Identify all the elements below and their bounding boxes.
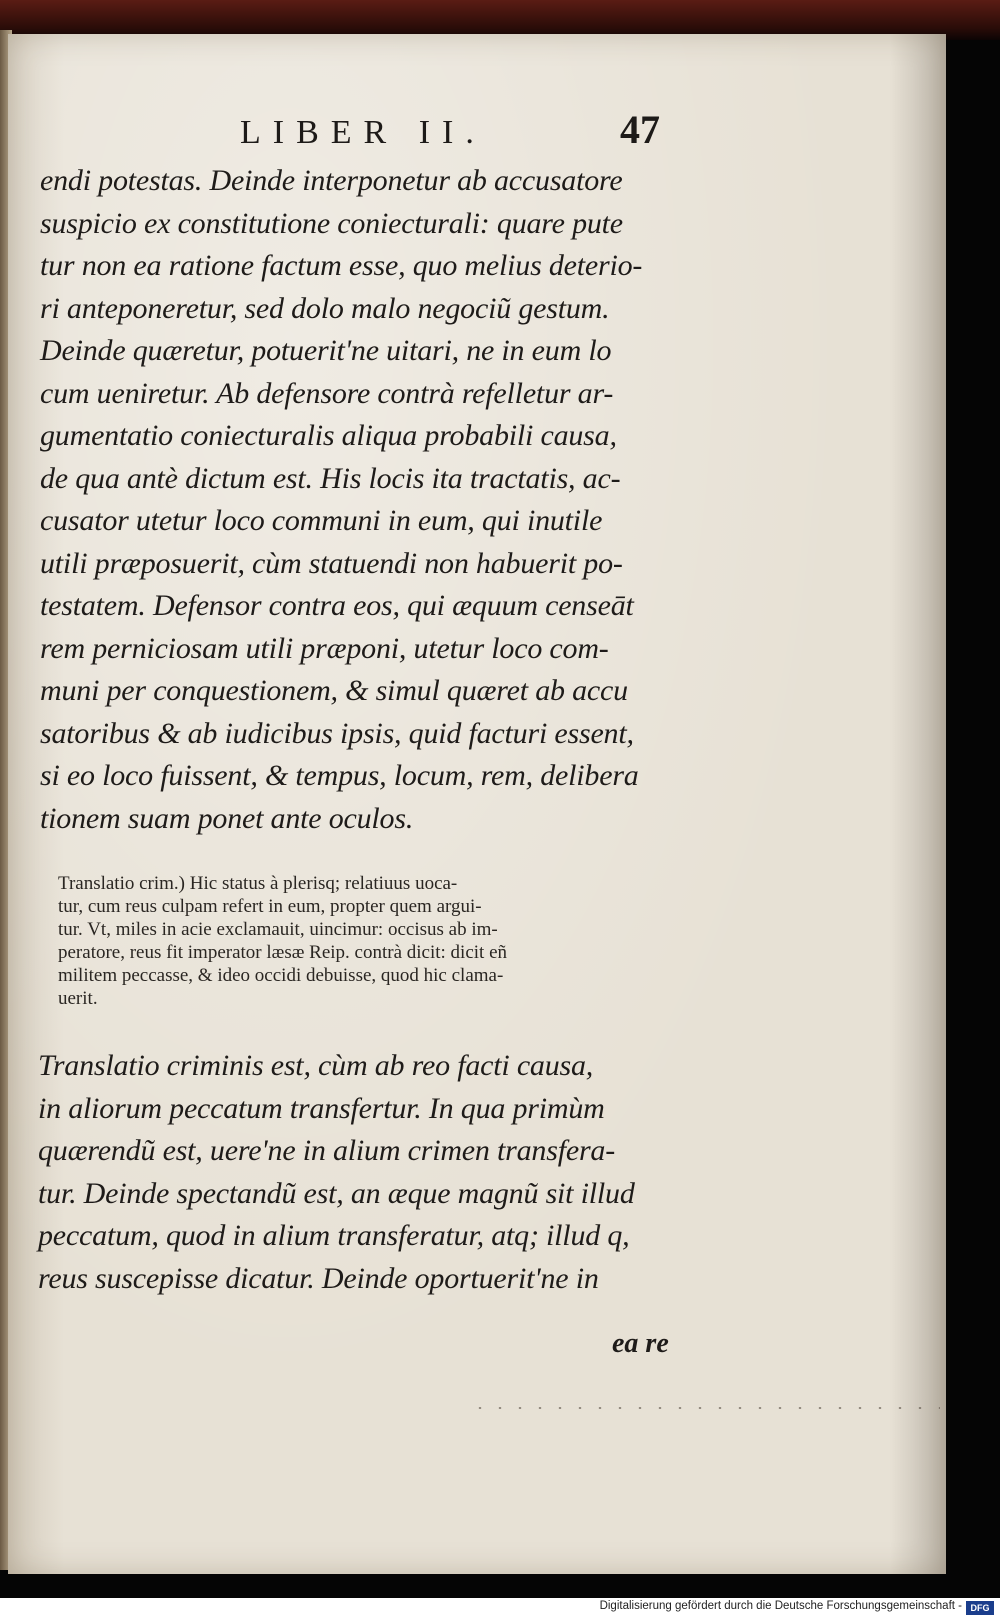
note-line: tur, cum reus culpam refert in eum, propter quem argui- (58, 896, 482, 917)
text-line: Deinde quæretur, potuerit'ne uitari, ne in eum lo (40, 334, 612, 367)
text-line: gumentatio coniecturalis aliqua probabili causa, (40, 419, 617, 452)
text-line: tur non ea ratione factum esse, quo melius deterio- (40, 249, 643, 282)
text-line: muni per conquestionem, & simul quæret ab accu (40, 674, 628, 707)
text-line: Translatio criminis est, cùm ab reo facti causa, (38, 1049, 594, 1082)
text-line: endi potestas. Deinde interponetur ab accusatore (40, 164, 623, 197)
text-line: tionem suam ponet ante oculos. (40, 801, 414, 835)
footer-credit: Digitalisierung gefördert durch die Deutsche Forschungsgemeinschaft - (599, 1600, 962, 1612)
text-line: cusator utetur loco communi in eum, qui inutile (40, 504, 603, 537)
text-line: si eo loco fuissent, & tempus, locum, rem, delibera (40, 759, 639, 792)
second-paragraph (38, 1045, 698, 1300)
text-line: rem perniciosam utili præponi, utetur loco com- (40, 631, 609, 665)
text-line: ri anteponeretur, sed dolo malo negociũ gestum. (40, 291, 610, 325)
text-line: de qua antè dictum est. His locis ita tractatis, ac- (40, 461, 621, 495)
text-line: suspicio ex constitutione coniecturali: quare pute (40, 206, 623, 240)
main-text-block (40, 160, 690, 840)
dfg-logo-icon: DFG (966, 1601, 994, 1615)
text-line: testatem. Defensor contra eos, qui æquum censeāt (40, 589, 634, 622)
note-line: peratore, reus fit imperator læsæ Reip. contrà dicit: dicit eñ (58, 942, 508, 963)
running-head: LIBER II. (240, 114, 486, 151)
note-line: tur. Vt, miles in acie exclamauit, uincimur: occisus ab im- (58, 919, 498, 940)
text-line: reus suscepisse dicatur. Deinde oportuerit'ne in (38, 1261, 599, 1295)
note-line: militem peccasse, & ideo occidi debuisse, quod hic clama- (58, 965, 504, 986)
text-line: in aliorum peccatum transfertur. In qua primùm (38, 1091, 605, 1125)
note-line: uerit. (58, 988, 98, 1009)
text-line: peccatum, quod in alium transferatur, atq; illud q, (38, 1219, 630, 1252)
text-line: quærendũ est, uere'ne in alium crimen transfera- (38, 1134, 616, 1167)
page-header (0, 84, 1000, 152)
text-line: utili præposuerit, cùm statuendi non habuerit po- (40, 546, 623, 580)
text-line: cum ueniretur. Ab defensore contrà refelletur ar- (40, 376, 614, 410)
text-line: tur. Deinde spectandũ est, an æque magnũ sit illud (38, 1176, 635, 1210)
digitization-footer (0, 1598, 1000, 1620)
page-number: 47 (620, 107, 660, 152)
text-line: satoribus & ab iudicibus ipsis, quid facturi essent, (40, 716, 634, 750)
note-line: Translatio crim.) Hic status à plerisq; relatiuus uoca- (58, 873, 458, 894)
catchword: ea re (612, 1328, 669, 1359)
commentary-note (58, 872, 688, 1010)
dotted-rule (470, 1407, 940, 1409)
